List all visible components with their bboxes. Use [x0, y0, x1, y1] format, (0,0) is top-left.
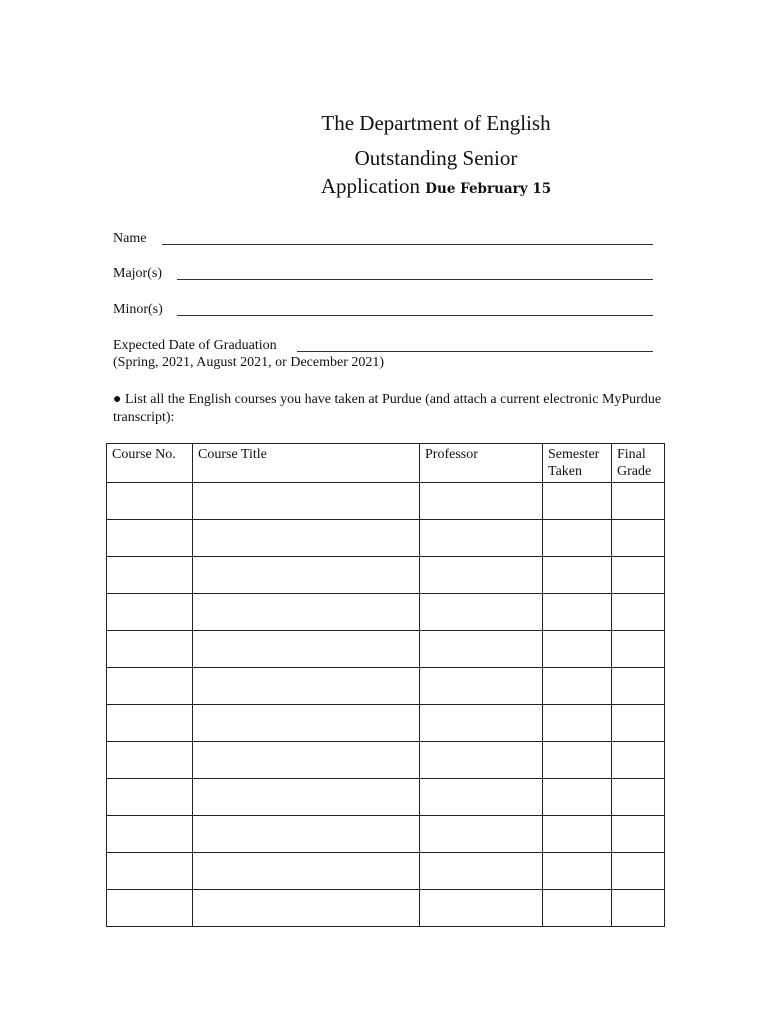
minors-field[interactable]	[177, 315, 653, 316]
professor-cell[interactable]	[420, 631, 543, 668]
course-title-cell[interactable]	[193, 890, 420, 927]
course-title-cell[interactable]	[193, 668, 420, 705]
table-row	[107, 705, 665, 742]
semester-cell[interactable]	[543, 594, 612, 631]
professor-cell[interactable]	[420, 594, 543, 631]
grade-cell[interactable]	[612, 520, 665, 557]
table-row	[107, 779, 665, 816]
table-row	[107, 631, 665, 668]
semester-cell[interactable]	[543, 853, 612, 890]
professor-cell[interactable]	[420, 557, 543, 594]
course-no-cell[interactable]	[107, 594, 193, 631]
grade-cell[interactable]	[612, 705, 665, 742]
course-no-cell[interactable]	[107, 742, 193, 779]
course-title-cell[interactable]	[193, 853, 420, 890]
grade-cell[interactable]	[612, 631, 665, 668]
semester-cell[interactable]	[543, 668, 612, 705]
course-no-cell[interactable]	[107, 890, 193, 927]
course-title-cell[interactable]	[193, 742, 420, 779]
table-header-row	[107, 444, 665, 483]
grade-cell[interactable]	[612, 483, 665, 520]
table-row	[107, 816, 665, 853]
professor-cell[interactable]	[420, 853, 543, 890]
professor-cell[interactable]	[420, 779, 543, 816]
header-professor: Professor	[420, 444, 543, 483]
graduation-hint: (Spring, 2021, August 2021, or December 2021)	[113, 355, 385, 370]
course-title-cell[interactable]	[193, 557, 420, 594]
majors-field[interactable]	[177, 279, 653, 280]
course-list-instructions: ● List all the English courses you have taken at Purdue (and attach a current electronic MyPurdue transcript):	[113, 392, 662, 425]
application-word: Application	[320, 174, 421, 198]
table-row	[107, 594, 665, 631]
professor-cell[interactable]	[420, 668, 543, 705]
semester-cell[interactable]	[543, 890, 612, 927]
course-title-cell[interactable]	[193, 631, 420, 668]
course-no-cell[interactable]	[107, 705, 193, 742]
graduation-label: Expected Date of Graduation	[113, 338, 277, 353]
table-row	[107, 557, 665, 594]
header-final-grade: Final Grade	[612, 444, 665, 483]
course-no-cell[interactable]	[107, 816, 193, 853]
grade-cell[interactable]	[612, 779, 665, 816]
table-row	[107, 668, 665, 705]
due-date: Due February 15	[425, 181, 552, 197]
course-title-cell[interactable]	[193, 816, 420, 853]
grade-cell[interactable]	[612, 594, 665, 631]
professor-cell[interactable]	[420, 705, 543, 742]
graduation-field[interactable]	[297, 351, 653, 352]
grade-cell[interactable]	[612, 890, 665, 927]
courses-table	[106, 443, 665, 927]
course-no-cell[interactable]	[107, 483, 193, 520]
table-row	[107, 890, 665, 927]
table-row	[107, 483, 665, 520]
majors-label: Major(s)	[113, 266, 162, 281]
course-no-cell[interactable]	[107, 853, 193, 890]
course-title-cell[interactable]	[193, 779, 420, 816]
semester-cell[interactable]	[543, 705, 612, 742]
minors-label: Minor(s)	[113, 302, 163, 317]
course-no-cell[interactable]	[107, 631, 193, 668]
course-no-cell[interactable]	[107, 520, 193, 557]
grade-cell[interactable]	[612, 557, 665, 594]
table-row	[107, 853, 665, 890]
name-label: Name	[113, 231, 147, 246]
name-field[interactable]	[162, 244, 653, 245]
course-no-cell[interactable]	[107, 557, 193, 594]
award-title: Outstanding Senior	[354, 146, 518, 170]
department-title: The Department of English	[321, 111, 551, 135]
course-title-cell[interactable]	[193, 594, 420, 631]
course-title-cell[interactable]	[193, 705, 420, 742]
grade-cell[interactable]	[612, 853, 665, 890]
grade-cell[interactable]	[612, 816, 665, 853]
application-title	[0, 173, 770, 202]
header-semester-taken: Semester Taken	[543, 444, 612, 483]
grade-cell[interactable]	[612, 668, 665, 705]
course-no-cell[interactable]	[107, 668, 193, 705]
semester-cell[interactable]	[543, 816, 612, 853]
professor-cell[interactable]	[420, 483, 543, 520]
semester-cell[interactable]	[543, 483, 612, 520]
semester-cell[interactable]	[543, 520, 612, 557]
semester-cell[interactable]	[543, 557, 612, 594]
table-row	[107, 742, 665, 779]
course-rows	[107, 483, 665, 927]
table-row	[107, 520, 665, 557]
professor-cell[interactable]	[420, 890, 543, 927]
semester-cell[interactable]	[543, 779, 612, 816]
semester-cell[interactable]	[543, 742, 612, 779]
course-title-cell[interactable]	[193, 483, 420, 520]
course-title-cell[interactable]	[193, 520, 420, 557]
professor-cell[interactable]	[420, 742, 543, 779]
professor-cell[interactable]	[420, 520, 543, 557]
grade-cell[interactable]	[612, 742, 665, 779]
course-no-cell[interactable]	[107, 779, 193, 816]
semester-cell[interactable]	[543, 631, 612, 668]
header-course-title: Course Title	[193, 444, 420, 483]
professor-cell[interactable]	[420, 816, 543, 853]
header-course-no: Course No.	[107, 444, 193, 483]
